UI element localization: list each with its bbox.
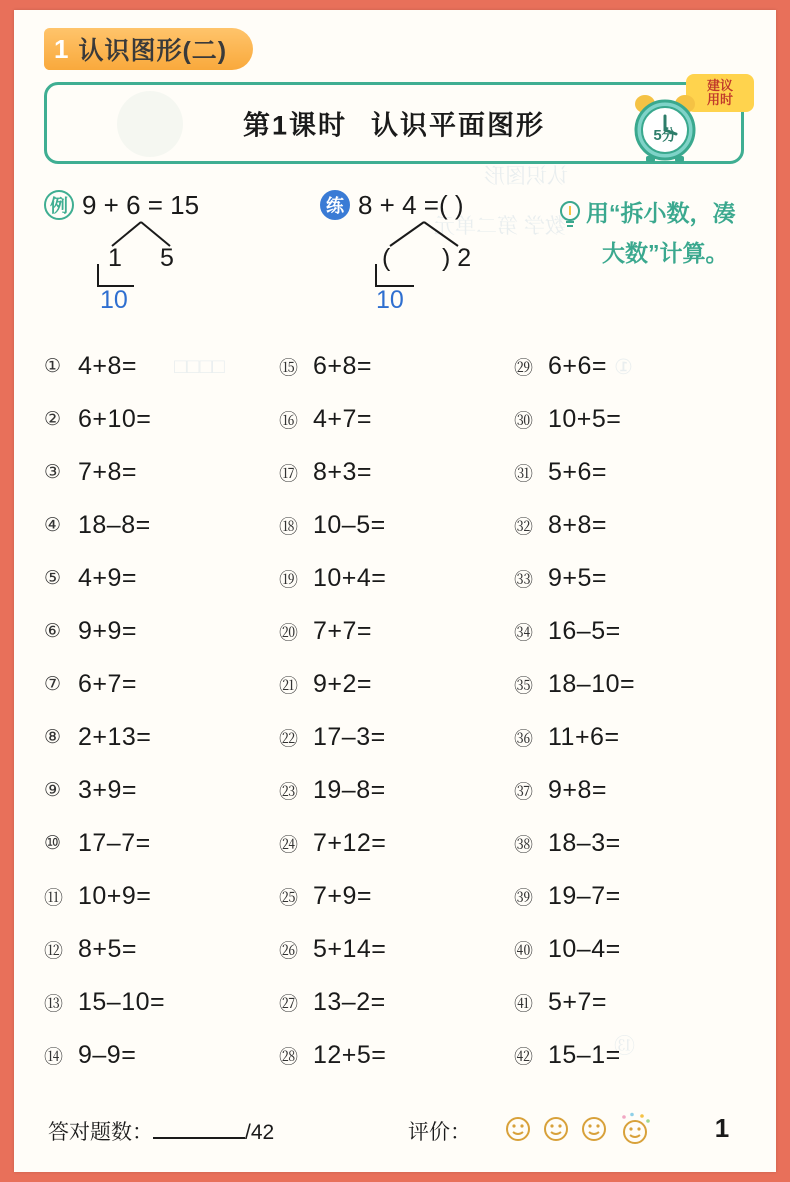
problem-text: 15–10= [78,988,166,1016]
problem-item[interactable] [44,764,279,817]
problem-item[interactable] [44,605,279,658]
bleed-through-text: 认识图形 [484,165,568,188]
problem-text: 17–7= [78,829,151,857]
problem-number: ㉟ [514,676,534,697]
problem-item[interactable] [44,923,279,976]
evaluation-label: 评价： [408,1121,471,1144]
problem-number: ㊷ [514,1047,534,1068]
problem-item[interactable] [514,870,749,923]
problem-number: ⑯ [279,411,299,432]
problem-number: ⑮ [279,358,299,379]
problem-number: ⑬ [44,994,64,1015]
problem-text: 19–7= [548,882,621,910]
worksheet-page [14,10,776,1172]
problem-number: ⑦ [44,674,62,695]
problem-number: ⑤ [44,568,62,589]
smiley-face-icon[interactable] [504,1115,532,1143]
problem-text: 9+5= [548,564,608,592]
problem-text: 3+9= [78,776,138,804]
lesson-prefix: 第1课时 [242,110,348,141]
problem-text: 6+8= [313,352,373,380]
problem-item[interactable] [514,340,749,393]
smiley-face-icon[interactable] [580,1115,608,1143]
problem-number: ⑪ [44,888,64,909]
problem-item[interactable] [514,764,749,817]
problem-item[interactable] [279,870,514,923]
problem-text: 6+10= [78,405,152,433]
problem-item[interactable] [514,393,749,446]
problem-text: 9+9= [78,617,138,645]
problem-column-3 [514,340,749,1082]
bleed-through-text: ① [614,356,633,379]
problem-number: ㉙ [514,358,534,379]
problem-text: 4+7= [313,405,373,433]
lesson-name: 认识平面图形 [371,110,546,141]
problem-text: 10+9= [78,882,152,910]
problem-number: ⑳ [279,623,299,644]
example-split-right: 5 [160,244,174,272]
problem-number: ③ [44,462,62,483]
score-row [48,1116,274,1146]
practice-total: 10 [376,286,404,314]
score-label: 答对题数： [48,1121,153,1144]
problem-number: ㉖ [279,941,299,962]
problem-number: ㊶ [514,994,534,1015]
problem-number: ㉗ [279,994,299,1015]
practice-badge: 练 [320,190,350,220]
problem-number: ㊴ [514,888,534,909]
problem-text: 13–2= [313,988,386,1016]
problem-item[interactable] [514,499,749,552]
problem-text: 17–3= [313,723,386,751]
practice-split-left[interactable]: ( [382,244,391,272]
problem-text: 16–5= [548,617,621,645]
problem-text: 7+9= [313,882,373,910]
unit-header [44,28,253,70]
problem-text: 12+5= [313,1041,387,1069]
tip-line-2: 大数”计算。 [602,240,729,266]
problem-number: ㉞ [514,623,534,644]
problem-item[interactable] [514,1029,749,1082]
example-total: 10 [100,286,128,314]
problem-number: ⑩ [44,833,62,854]
problem-number: ㊳ [514,835,534,856]
problem-number: ⑱ [279,517,299,538]
page-footer [48,1108,748,1150]
problem-text: 18–8= [78,511,151,539]
problem-number: ⑲ [279,570,299,591]
unit-title: 认识图形(二) [78,37,228,65]
problem-item[interactable] [279,1029,514,1082]
problem-number: ④ [44,515,62,536]
problem-item[interactable] [279,976,514,1029]
problem-item[interactable] [44,552,279,605]
problem-item[interactable] [514,711,749,764]
bleed-through-text: 数学 第二单元 [434,215,566,238]
problem-item[interactable] [279,764,514,817]
page-number: 1 [714,1112,730,1143]
problem-number: ⑧ [44,727,62,748]
problem-number: ⑭ [44,1047,64,1068]
problem-number: ㉛ [514,464,534,485]
bleed-through-text: □□□□ [174,355,225,378]
problem-item[interactable] [279,817,514,870]
problem-number: ⑰ [279,464,299,485]
problem-item[interactable] [44,711,279,764]
problem-number: ⑫ [44,941,64,962]
problem-text: 4+9= [78,564,138,592]
practice-equation: 8 + 4 =( ) [358,190,464,220]
problem-item[interactable] [514,605,749,658]
problem-item[interactable] [44,658,279,711]
problem-item[interactable] [44,976,279,1029]
problem-item[interactable] [279,658,514,711]
problem-text: 7+12= [313,829,387,857]
problem-text: 7+8= [78,458,138,486]
unit-number: 1 [54,34,69,64]
problem-number: ⑥ [44,621,62,642]
problem-column-1 [44,340,279,1082]
problem-item[interactable] [279,552,514,605]
problem-number: ㉘ [279,1047,299,1068]
problem-number: ㊲ [514,782,534,803]
problem-number: ㉜ [514,517,534,538]
problem-text: 5+14= [313,935,387,963]
problem-number: ㉚ [514,411,534,432]
problem-number: ㊱ [514,729,534,750]
problem-number: ㉑ [279,676,299,697]
problem-text: 8+5= [78,935,138,963]
problem-number: ① [44,356,62,377]
problem-item[interactable] [514,552,749,605]
lightbulb-icon [558,200,582,228]
problem-text: 5+6= [548,458,608,486]
problem-number: ㉝ [514,570,534,591]
problem-text: 8+8= [548,511,608,539]
problem-item[interactable] [514,446,749,499]
problem-number: ㉒ [279,729,299,750]
problem-text: 15–1= [548,1041,621,1069]
problem-number: ㉓ [279,782,299,803]
problem-text: 18–3= [548,829,621,857]
problem-text: 8+3= [313,458,373,486]
problem-item[interactable] [44,870,279,923]
evaluation-faces[interactable] [504,1112,652,1146]
problem-number: ㉕ [279,888,299,909]
problem-item[interactable] [44,340,279,393]
problem-text: 10+5= [548,405,622,433]
score-total: /42 [245,1121,275,1144]
problem-item[interactable] [514,658,749,711]
example-badge: 例 [44,190,74,220]
problem-text: 7+7= [313,617,373,645]
problem-item[interactable] [44,393,279,446]
problem-number: ⑨ [44,780,62,801]
problem-text: 9+8= [548,776,608,804]
problem-column-2 [279,340,514,1082]
suggested-time-line1: 建议 [706,78,733,94]
problem-text: 2+13= [78,723,152,751]
practice-split-right[interactable]: ) 2 [442,244,472,272]
problem-item[interactable] [514,923,749,976]
problem-item[interactable] [514,817,749,870]
problem-number: ② [44,409,62,430]
problem-text: 10–5= [313,511,386,539]
problem-item[interactable] [279,605,514,658]
problem-columns [44,340,750,1082]
problem-text: 6+6= [548,352,608,380]
problem-item[interactable] [279,393,514,446]
problem-item[interactable] [279,499,514,552]
problem-item[interactable] [279,340,514,393]
problem-text: 9+2= [313,670,373,698]
problem-item[interactable] [44,499,279,552]
celebration-face-icon[interactable] [618,1112,652,1146]
problem-text: 10–4= [548,935,621,963]
problem-text: 4+8= [78,352,138,380]
score-input-blank[interactable] [153,1137,245,1139]
problem-text: 9–9= [78,1041,137,1069]
problem-item[interactable] [44,817,279,870]
problem-item[interactable] [44,1029,279,1082]
problem-text: 19–8= [313,776,386,804]
problem-text: 6+7= [78,670,138,698]
bleed-through-text: ⑬ [614,1035,635,1058]
problem-text: 5+7= [548,988,608,1016]
problem-item[interactable] [514,976,749,1029]
problem-item[interactable] [279,446,514,499]
problem-item[interactable] [44,446,279,499]
clock-duration-text: 5分 [653,126,677,144]
problem-text: 11+6= [548,723,620,751]
problem-item[interactable] [279,923,514,976]
example-split-left: 1 [108,244,122,272]
problem-text: 18–10= [548,670,636,698]
problem-item[interactable] [279,711,514,764]
problem-number: ㉔ [279,835,299,856]
problem-text: 10+4= [313,564,387,592]
suggested-time-line2: 用时 [706,92,733,107]
tip-line-1: 用“拆小数，凑 [586,200,736,226]
problem-number: ㊵ [514,941,534,962]
smiley-face-icon[interactable] [542,1115,570,1143]
example-equation: 9 + 6 = 15 [82,190,200,220]
